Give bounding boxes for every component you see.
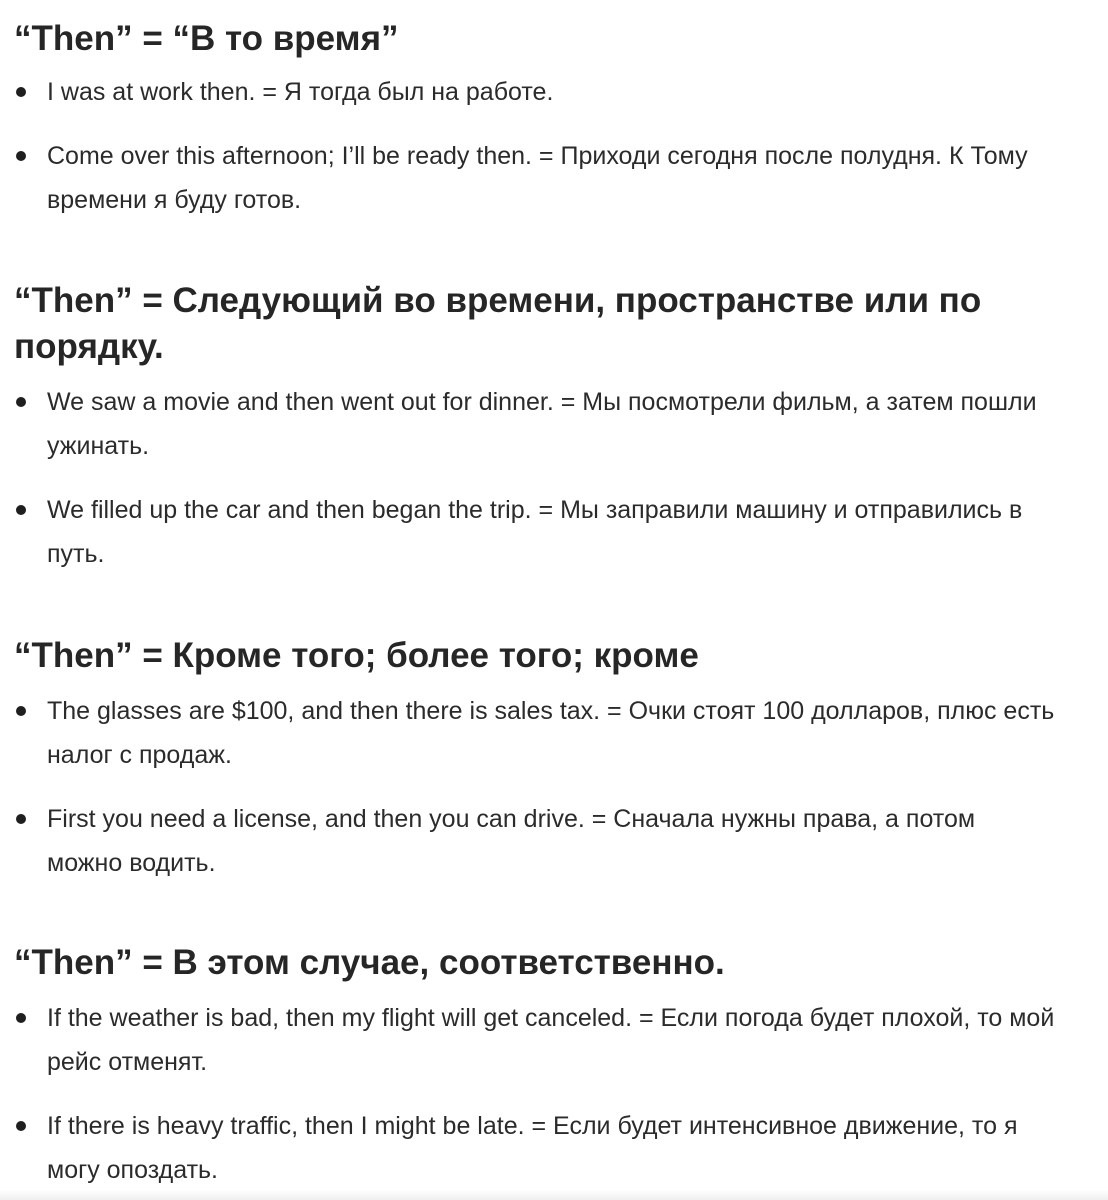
- list-item: [0, 134, 1057, 222]
- bullet-icon: [16, 1013, 26, 1023]
- section-next-in-order: [0, 278, 1108, 576]
- list-item: [0, 380, 1057, 468]
- section-heading: “Then” = В этом случае, соответственно.: [14, 943, 725, 982]
- example-text: First you need a license, and then you can drive. = Сначала нужны права, а потом можно водить.: [47, 805, 976, 877]
- section-heading: “Then” = Кроме того; более того; кроме: [14, 636, 699, 675]
- section-time-then: [0, 16, 1108, 222]
- section-in-that-case: [0, 940, 1108, 1192]
- bottom-edge-shade: [0, 1190, 1108, 1200]
- bullet-icon: [16, 397, 26, 407]
- list-item: [0, 797, 1057, 885]
- list-item: [0, 689, 1057, 777]
- example-text: Come over this afternoon; I’ll be ready then. = Приходи сегодня после полудня. К Тому времени я буду готов.: [47, 142, 1028, 214]
- section-besides: [0, 633, 1108, 885]
- list-item: [0, 996, 1057, 1084]
- section-heading: “Then” = “В то время”: [14, 19, 399, 58]
- example-list: [0, 380, 1108, 576]
- bullet-icon: [16, 151, 26, 161]
- bullet-icon: [16, 1121, 26, 1131]
- bullet-icon: [16, 87, 26, 97]
- example-text: We filled up the car and then began the trip. = Мы заправили машину и отправились в путь.: [47, 496, 1023, 568]
- list-item: [0, 70, 1057, 114]
- example-text: I was at work then. = Я тогда был на работе.: [47, 78, 554, 106]
- example-list: [0, 689, 1108, 885]
- example-list: [0, 996, 1108, 1192]
- list-item: [0, 1104, 1057, 1192]
- example-text: We saw a movie and then went out for dinner. = Мы посмотрели фильм, а затем пошли ужинать.: [47, 388, 1037, 460]
- list-item: [0, 488, 1057, 576]
- section-heading: “Then” = Следующий во времени, пространстве или по порядку.: [14, 281, 982, 366]
- bullet-icon: [16, 505, 26, 515]
- bullet-icon: [16, 814, 26, 824]
- bullet-icon: [16, 706, 26, 716]
- example-text: If the weather is bad, then my flight will get canceled. = Если погода будет плохой, то мой рейс отменят.: [47, 1004, 1055, 1076]
- example-text: The glasses are $100, and then there is sales tax. = Очки стоят 100 долларов, плюс есть налог с продаж.: [47, 697, 1055, 769]
- example-text: If there is heavy traffic, then I might be late. = Если будет интенсивное движение, то я могу опоздать.: [47, 1112, 1018, 1184]
- example-list: [0, 70, 1108, 222]
